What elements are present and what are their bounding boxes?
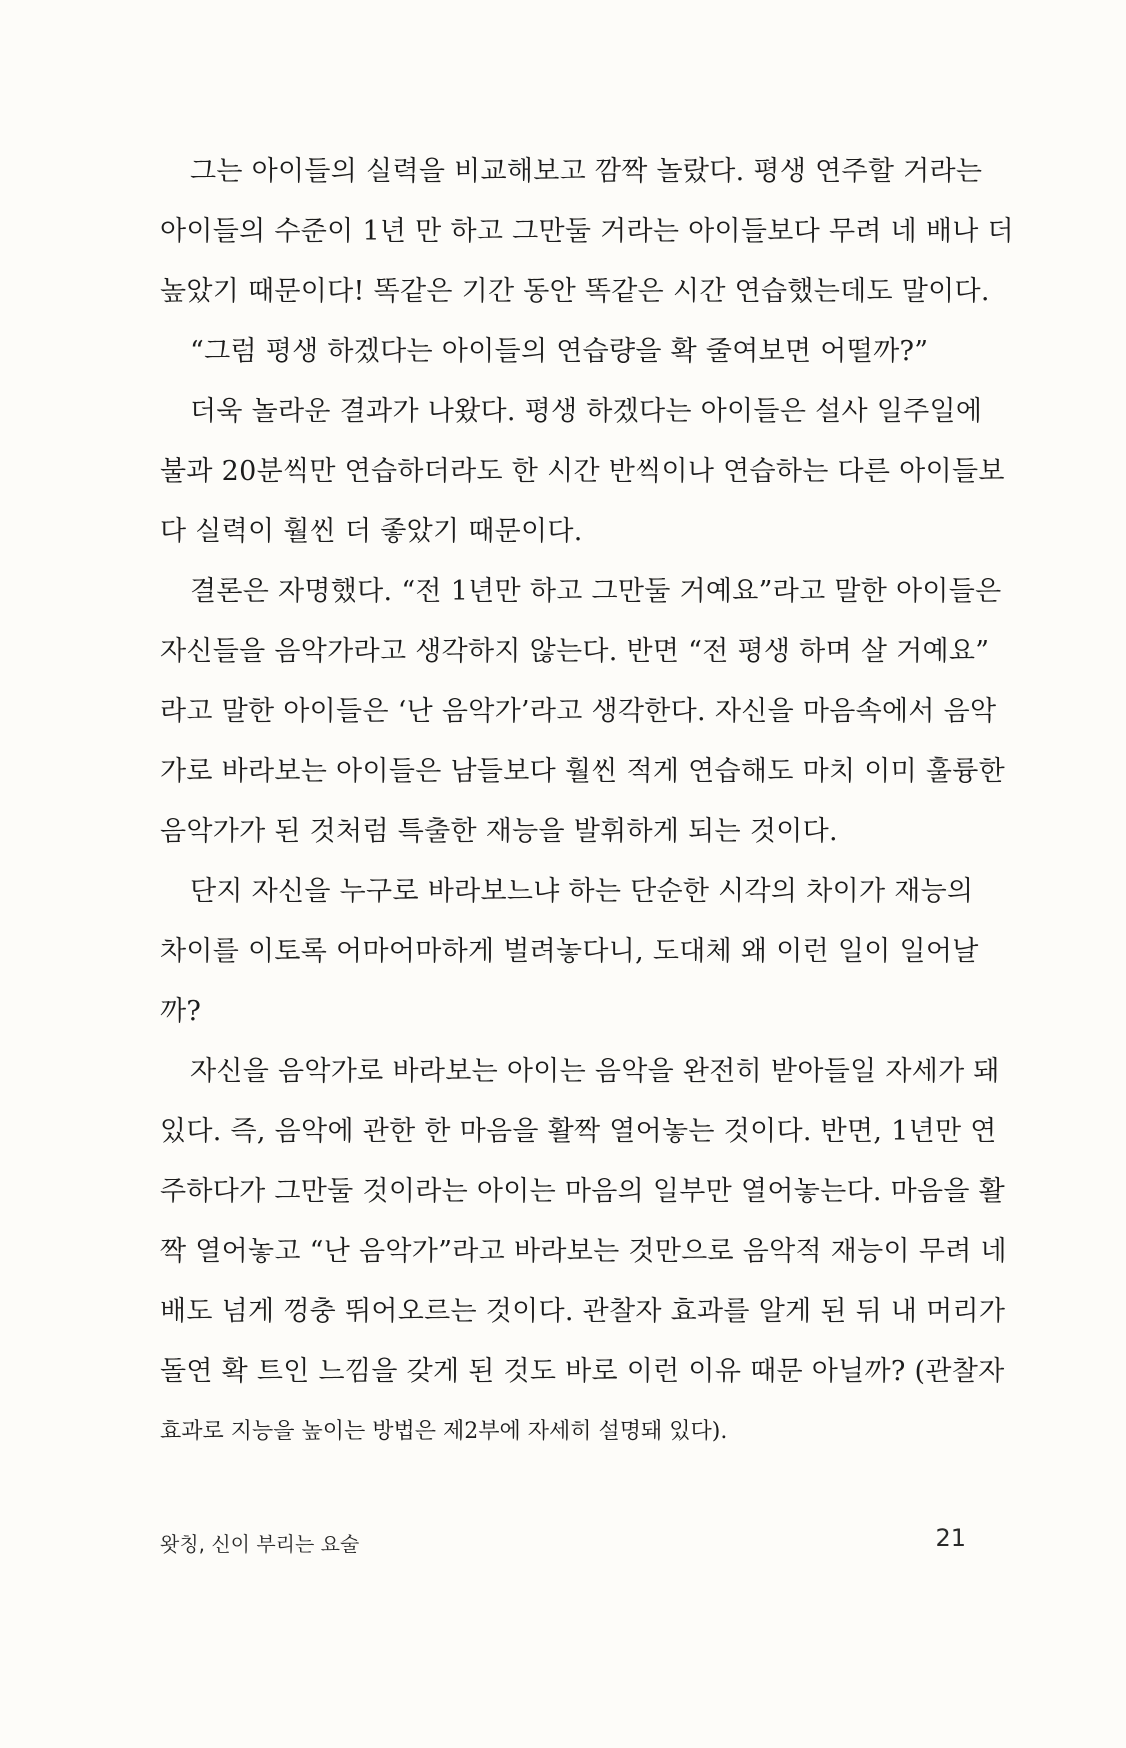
text-line: 결론은 자명했다. “전 1년만 하고 그만둘 거예요”라고 말한 아이들은 — [190, 576, 1002, 607]
text-line: 있다. 즉, 음악에 관한 한 마음을 활짝 열어놓는 것이다. 반면, 1년만 연 — [160, 1116, 997, 1147]
text-line: 다 실력이 훨씬 더 좋았기 때문이다. — [160, 516, 583, 547]
text-line: 짝 열어놓고 “난 음악가”라고 바라보는 것만으로 음악적 재능이 무려 네 — [160, 1236, 1007, 1267]
text-line: 자신을 음악가로 바라보는 아이는 음악을 완전히 받아들일 자세가 돼 — [190, 1056, 1000, 1087]
text-line: 자신들을 음악가라고 생각하지 않는다. 반면 “전 평생 하며 살 거예요” — [160, 636, 990, 667]
text-line: 돌연 확 트인 느낌을 갖게 된 것도 바로 이런 이유 때문 아닐까? (관찰자 — [160, 1356, 1005, 1387]
text-line: 까? — [160, 996, 202, 1027]
text-line: 가로 바라보는 아이들은 남들보다 훨씬 적게 연습해도 마치 이미 훌륭한 — [160, 756, 1006, 787]
text-line: 주하다가 그만둘 것이라는 아이는 마음의 일부만 열어놓는다. 마음을 활 — [160, 1176, 1006, 1207]
text-line: 불과 20분씩만 연습하더라도 한 시간 반씩이나 연습하는 다른 아이들보 — [160, 456, 1005, 487]
text-line: 차이를 이토록 어마어마하게 벌려놓다니, 도대체 왜 이런 일이 일어날 — [160, 936, 979, 967]
running-footer-title: 왓칭, 신이 부리는 요술 — [160, 1532, 360, 1556]
text-line: 높았기 때문이다! 똑같은 기간 동안 똑같은 시간 연습했는데도 말이다. — [160, 276, 990, 307]
body-text — [160, 142, 1014, 1462]
text-line: 배도 넘게 껑충 뛰어오르는 것이다. 관찰자 효과를 알게 된 뒤 내 머리가 — [160, 1296, 1006, 1327]
text-line: 더욱 놀라운 결과가 나왔다. 평생 하겠다는 아이들은 설사 일주일에 — [190, 396, 983, 427]
text-line: 그는 아이들의 실력을 비교해보고 깜짝 놀랐다. 평생 연주할 거라는 — [190, 156, 983, 187]
text-line: “그럼 평생 하겠다는 아이들의 연습량을 확 줄여보면 어떨까?” — [190, 336, 929, 367]
text-line: 효과로 지능을 높이는 방법은 제2부에 자세히 설명돼 있다). — [160, 1419, 728, 1444]
text-line: 아이들의 수준이 1년 만 하고 그만둘 거라는 아이들보다 무려 네 배나 더 — [160, 216, 1014, 247]
text-line: 단지 자신을 누구로 바라보느냐 하는 단순한 시각의 차이가 재능의 — [190, 876, 974, 907]
page-number: 21 — [935, 1524, 966, 1552]
text-line: 음악가가 된 것처럼 특출한 재능을 발휘하게 되는 것이다. — [160, 816, 838, 847]
text-line: 라고 말한 아이들은 ‘난 음악가’라고 생각한다. 자신을 마음속에서 음악 — [160, 696, 997, 727]
